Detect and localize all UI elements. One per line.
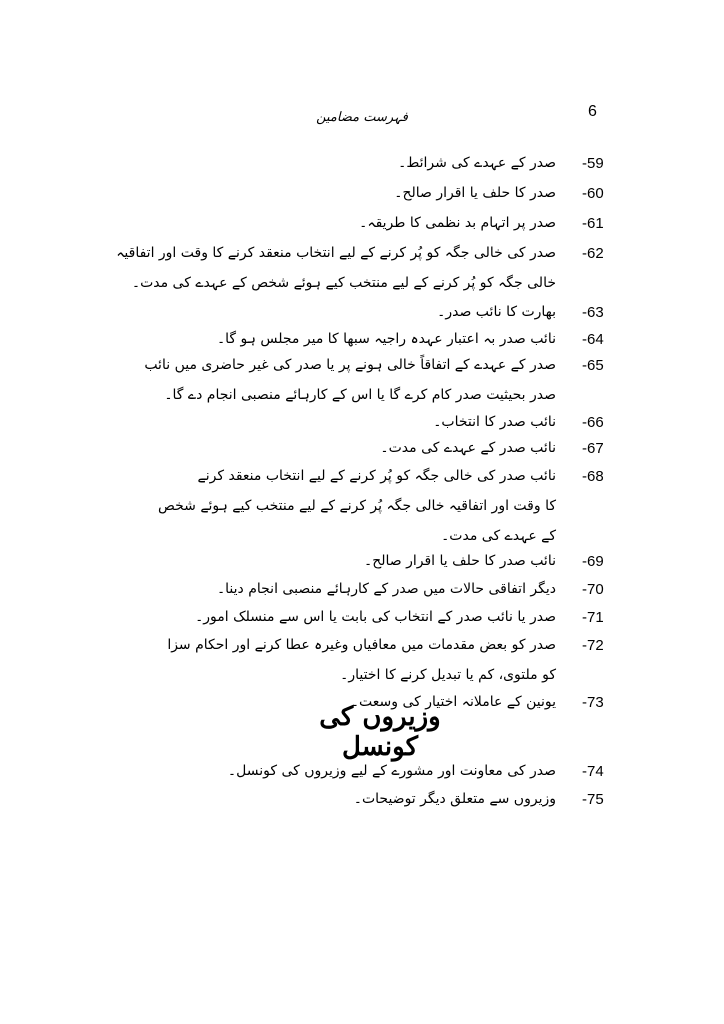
entry-number: -66 (582, 414, 604, 431)
entry-number: -67 (582, 440, 604, 457)
entry-number: -72 (582, 637, 604, 654)
entry-text: یونین کے عاملانہ اختیار کی وسعت۔ (350, 694, 556, 710)
entry-number: -61 (582, 215, 604, 232)
page-title: فہرست مضامین (316, 110, 408, 125)
entry-text: نائب صدر بہ اعتبار عہدہ راجیہ سبھا کا میر مجلس ہو گا۔ (216, 331, 556, 347)
entry-text: کے عہدے کی مدت۔ (441, 528, 556, 544)
entry-text: نائب صدر کا انتخاب۔ (433, 414, 556, 430)
entry-number: -63 (582, 304, 604, 321)
entry-text: صدر کو بعض مقدمات میں معافیاں وغیرہ عطا کرنے اور احکام سزا (167, 637, 556, 653)
entry-number: -75 (582, 791, 604, 808)
entry-number: -59 (582, 155, 604, 172)
entry-number: -60 (582, 185, 604, 202)
entry-text: صدر بحیثیت صدر کام کرے گا یا اس کے کارہائے منصبی انجام دے گا۔ (164, 387, 556, 403)
entry-text: دیگر اتفاقی حالات میں صدر کے کارہائے منصبی انجام دینا۔ (216, 581, 556, 597)
entry-number: -74 (582, 763, 604, 780)
entry-text: صدر کے عہدے کے اتفاقاً خالی ہونے پر یا صدر کی غیر حاضری میں نائب (144, 357, 556, 373)
entry-text: نائب صدر کی خالی جگہ کو پُر کرنے کے لیے انتخاب منعقد کرنے (197, 468, 556, 484)
entry-text: نائب صدر کے عہدے کی مدت۔ (380, 440, 556, 456)
entry-text: صدر پر اتہام بد نظمی کا طریقہ۔ (359, 215, 556, 231)
entry-text: کا وقت اور اتفاقیہ خالی جگہ پُر کرنے کے لیے منتخب کیے ہوئے شخص (157, 498, 556, 514)
entry-text: صدر کے عہدے کی شرائط۔ (398, 155, 556, 171)
entry-text: نائب صدر کا حلف یا اقرار صالح۔ (364, 553, 556, 569)
page-number: 6 (588, 103, 597, 120)
entry-text: خالی جگہ کو پُر کرنے کے لیے منتخب کیے ہوئے شخص کے عہدے کی مدت۔ (131, 275, 556, 291)
entry-text: بھارت کا نائب صدر۔ (437, 304, 556, 320)
entry-number: -71 (582, 609, 604, 626)
entry-text: صدر کا حلف یا اقرار صالح۔ (394, 185, 556, 201)
entry-text: کو ملتوی، کم یا تبدیل کرنے کا اختیار۔ (340, 667, 556, 683)
entry-number: -69 (582, 553, 604, 570)
entry-text: صدر کی معاونت اور مشورے کے لیے وزیروں کی کونسل۔ (227, 763, 556, 779)
section-heading: وزیروں کی کونسل (319, 702, 441, 762)
entry-number: -73 (582, 694, 604, 711)
entry-text: صدر یا نائب صدر کے انتخاب کی بابت یا اس سے منسلک امور۔ (195, 609, 556, 625)
entry-text: صدر کی خالی جگہ کو پُر کرنے کے لیے انتخاب منعقد کرنے کا وقت اور اتفاقیہ (116, 245, 556, 261)
entry-number: -68 (582, 468, 604, 485)
entry-text: وزیروں سے متعلق دیگر توضیحات۔ (353, 791, 556, 807)
entry-number: -70 (582, 581, 604, 598)
entry-number: -62 (582, 245, 604, 262)
entry-number: -65 (582, 357, 604, 374)
entry-number: -64 (582, 331, 604, 348)
